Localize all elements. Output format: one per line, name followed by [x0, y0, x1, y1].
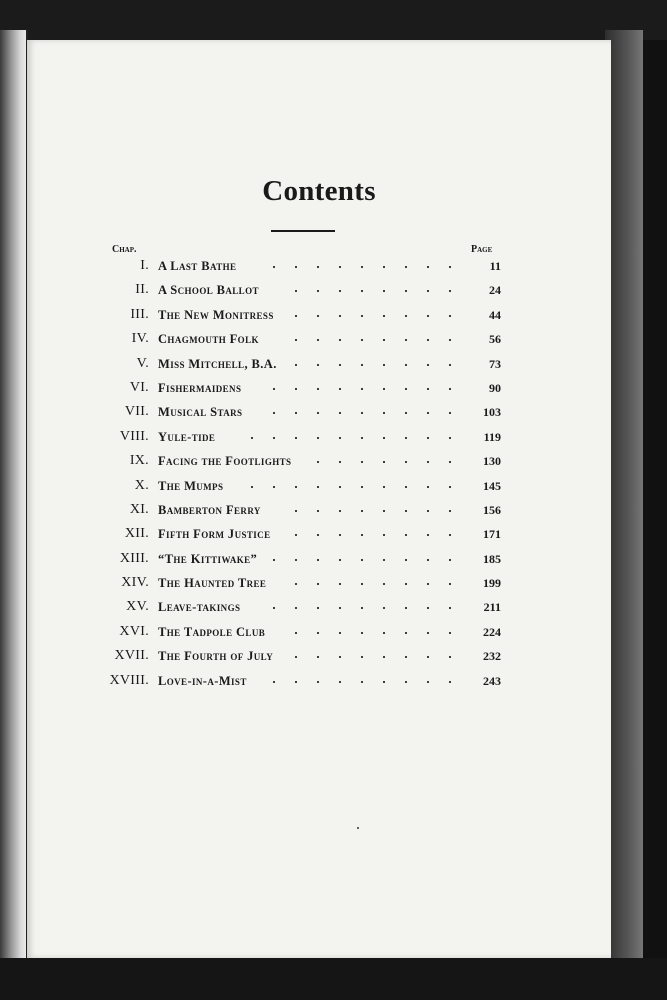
scan-background-bottom [0, 958, 667, 1000]
dot-leader [285, 630, 465, 636]
chapter-title: Facing the Footlights [158, 454, 292, 469]
table-of-contents [27, 254, 611, 693]
dot-leader [285, 581, 465, 587]
chapter-number: XI. [129, 501, 149, 517]
toc-entry [27, 547, 611, 571]
toc-entry [27, 474, 611, 498]
toc-entry [27, 327, 611, 351]
dot-leader [285, 288, 465, 294]
chapter-number: VI. [129, 379, 149, 395]
chapter-title: Bamberton Ferry [158, 502, 261, 517]
toc-entry [27, 644, 611, 668]
paper-speck [357, 827, 359, 829]
dot-leader [285, 532, 465, 538]
chapter-number: III. [130, 306, 149, 322]
page-number: 24 [489, 283, 501, 298]
page-number: 185 [483, 551, 501, 566]
chapter-number: XVIII. [109, 672, 149, 688]
page-title: Contents [262, 175, 376, 207]
toc-entry [27, 303, 611, 327]
chapter-title: Love-in-a-Mist [158, 673, 247, 688]
chapter-number: XIII. [119, 550, 149, 566]
dot-leader [285, 654, 465, 660]
toc-entry [27, 620, 611, 644]
toc-entry [27, 522, 611, 546]
chapter-number: V. [136, 355, 149, 371]
toc-entry [27, 498, 611, 522]
page-number: 73 [489, 356, 501, 371]
toc-entry [27, 352, 611, 376]
page-number: 90 [489, 380, 501, 395]
dot-leader [263, 264, 465, 270]
chapter-number: VIII. [119, 428, 149, 444]
page-number: 211 [483, 600, 501, 615]
page-number: 56 [489, 332, 501, 347]
toc-entry [27, 449, 611, 473]
page-number: 243 [483, 673, 501, 688]
chapter-title: Fishermaidens [158, 380, 242, 395]
dot-leader [285, 508, 465, 514]
chapter-title: The Fourth of July [158, 649, 274, 664]
dot-leader [263, 386, 465, 392]
dot-leader [285, 337, 465, 343]
page-number: 103 [483, 405, 501, 420]
chapter-number: IX. [129, 453, 149, 469]
page-number: 156 [483, 502, 501, 517]
chapter-number: VII. [124, 404, 149, 420]
chapter-title: Miss Mitchell, B.A. [158, 356, 277, 371]
title-rule [271, 230, 335, 232]
dot-leader [285, 362, 465, 368]
scan-background-top [0, 0, 667, 40]
chapter-number: XV. [126, 599, 149, 615]
dot-leader [263, 605, 465, 611]
page-column-header: Page [471, 244, 493, 255]
chapter-title: A School Ballot [158, 283, 259, 298]
page-number: 199 [483, 576, 501, 591]
page-number: 171 [483, 527, 501, 542]
toc-entry [27, 669, 611, 693]
chapter-title: Yule-tide [158, 429, 216, 444]
page-number: 224 [483, 624, 501, 639]
chapter-title: The Haunted Tree [158, 576, 267, 591]
toc-entry [27, 254, 611, 278]
chapter-title: A Last Bathe [158, 259, 237, 273]
page-number: 145 [483, 478, 501, 493]
dot-leader [241, 484, 465, 490]
chapter-title: The Mumps [158, 478, 224, 493]
page-number: 44 [489, 307, 501, 322]
chapter-title: Chagmouth Folk [158, 332, 259, 347]
chapter-number: X. [134, 477, 149, 493]
chapter-title: The Tadpole Club [158, 624, 266, 639]
chapter-title: Leave-takings [158, 600, 241, 615]
chapter-number: XIV. [121, 575, 149, 591]
toc-entry [27, 425, 611, 449]
page-number: 232 [483, 649, 501, 664]
toc-entry [27, 376, 611, 400]
book-page [27, 40, 611, 958]
chapter-title: The New Monitress [158, 307, 274, 322]
chapter-title: Musical Stars [158, 405, 243, 420]
chapter-number: XVII. [114, 648, 149, 664]
dot-leader [285, 313, 465, 319]
book-cover-left-edge [0, 30, 28, 980]
page-number: 119 [483, 429, 501, 444]
dot-leader [241, 435, 465, 441]
chapter-number: II. [135, 282, 149, 298]
page-number: 130 [483, 454, 501, 469]
chapter-number: I. [140, 258, 149, 273]
toc-entry [27, 595, 611, 619]
chapter-title: Fifth Form Justice [158, 527, 271, 542]
chapter-number: XVI. [119, 623, 149, 639]
chapter-column-header: Chap. [112, 244, 137, 255]
dot-leader [263, 410, 465, 416]
chapter-title: “The Kittiwake” [158, 551, 258, 566]
page-number: 11 [489, 259, 501, 273]
dot-leader [263, 557, 465, 563]
chapter-number: IV. [131, 331, 149, 347]
toc-entry [27, 571, 611, 595]
chapter-number: XII. [124, 526, 149, 542]
toc-entry [27, 278, 611, 302]
toc-entry [27, 400, 611, 424]
dot-leader [263, 679, 465, 685]
dot-leader [307, 459, 465, 465]
